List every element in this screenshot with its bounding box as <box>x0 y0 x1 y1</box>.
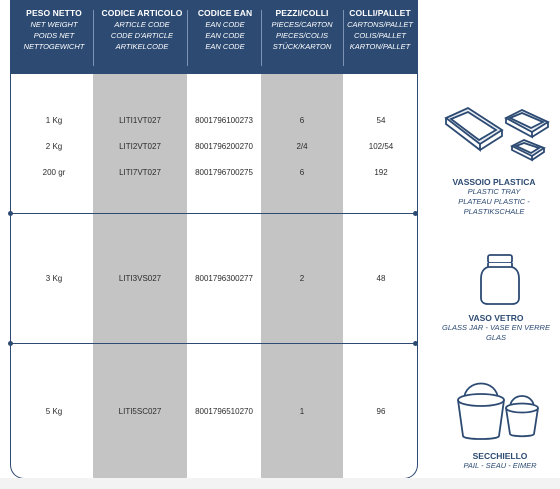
table-header <box>11 0 417 74</box>
header-title: CODICE EAN <box>197 8 253 18</box>
header-title: PESO NETTO <box>26 8 82 18</box>
header-ean-code <box>189 8 261 52</box>
header-line: POIDS NET <box>33 31 75 40</box>
product-name: SECCHIELLO <box>472 451 528 461</box>
cell-pieces: 2/4 <box>296 142 308 151</box>
cell-article-code: LITI5SC027 <box>118 407 162 416</box>
header-line: ARTIKELCODE <box>115 42 169 51</box>
header-title: COLLI/PALLET <box>349 8 411 18</box>
header-line: COLIS/PALLET <box>354 31 406 40</box>
cell-ean: 8001796700275 <box>195 168 253 177</box>
header-line: NET WEIGHT <box>30 20 78 29</box>
divider-dot <box>413 211 418 216</box>
product-subtitle: PLATEAU PLASTIC - PLASTIKSCHALE <box>458 197 530 216</box>
header-net-weight <box>19 8 89 52</box>
cell-pallet: 48 <box>376 274 386 283</box>
cell-ean: 8001796510270 <box>195 407 253 416</box>
group-divider <box>11 213 417 214</box>
header-line: CARTONS/PALLET <box>347 20 413 29</box>
product-table <box>10 0 418 479</box>
header-separator <box>187 10 188 66</box>
cell-article-code: LITI1VT027 <box>119 116 161 125</box>
header-cartons-pallet <box>344 8 416 52</box>
cell-pallet: 54 <box>376 116 386 125</box>
divider-dot <box>8 211 13 216</box>
cell-article-code: LITI2VT027 <box>119 142 161 151</box>
cell-ean: 8001796100273 <box>195 116 253 125</box>
product-name: VASSOIO PLASTICA <box>452 177 536 187</box>
header-line: EAN CODE <box>205 31 245 40</box>
header-line: STÜCK/KARTON <box>272 42 332 51</box>
header-title: PEZZI/COLLI <box>275 8 329 18</box>
cell-weight: 3 Kg <box>45 274 63 283</box>
divider-dot <box>413 341 418 346</box>
product-name: VASO VETRO <box>468 313 524 323</box>
product-subtitle: GLAS <box>485 333 506 342</box>
header-line: EAN CODE <box>205 42 245 51</box>
cell-pieces: 2 <box>299 274 305 283</box>
glass-jar-icon <box>478 252 522 306</box>
header-line: NETTOGEWICHT <box>23 42 85 51</box>
divider-dot <box>8 341 13 346</box>
product-subtitle: GLASS JAR - VASE EN VERRE <box>442 323 550 332</box>
header-article-code <box>95 8 189 52</box>
group-divider <box>11 343 417 344</box>
cell-weight: 2 Kg <box>45 142 63 151</box>
cell-weight: 200 gr <box>42 168 66 177</box>
header-separator <box>93 10 94 66</box>
cell-article-code: LITI3VS027 <box>118 274 162 283</box>
header-line: PIECES/COLIS <box>275 31 329 40</box>
product-pail <box>440 451 560 471</box>
header-title: CODICE ARTICOLO <box>101 8 183 18</box>
cell-pieces: 6 <box>299 116 305 125</box>
plastic-tray-icon <box>440 100 554 170</box>
cell-ean: 8001796300277 <box>195 274 253 283</box>
product-glass-jar <box>432 313 560 343</box>
header-line: PIECES/CARTON <box>271 20 333 29</box>
cell-pallet: 102/54 <box>368 142 394 151</box>
cell-pieces: 6 <box>299 168 305 177</box>
header-line: ARTICLE CODE <box>114 20 170 29</box>
product-plastic-tray <box>428 177 560 217</box>
cell-article-code: LITI7VT027 <box>119 168 161 177</box>
cell-pallet: 96 <box>376 407 386 416</box>
header-pieces-carton <box>261 8 343 52</box>
bottom-decoration <box>0 478 560 489</box>
header-line: KARTON/PALLET <box>349 42 411 51</box>
cell-weight: 5 Kg <box>45 407 63 416</box>
product-subtitle: PAIL - SEAU - EIMER <box>463 461 537 470</box>
pail-icon <box>452 372 544 444</box>
cell-pieces: 1 <box>299 407 305 416</box>
header-line: EAN CODE <box>205 20 245 29</box>
cell-pallet: 192 <box>374 168 388 177</box>
cell-weight: 1 Kg <box>45 116 63 125</box>
product-subtitle: PLASTIC TRAY <box>467 187 521 196</box>
header-line: CODE D'ARTICLE <box>110 31 174 40</box>
cell-ean: 8001796200270 <box>195 142 253 151</box>
